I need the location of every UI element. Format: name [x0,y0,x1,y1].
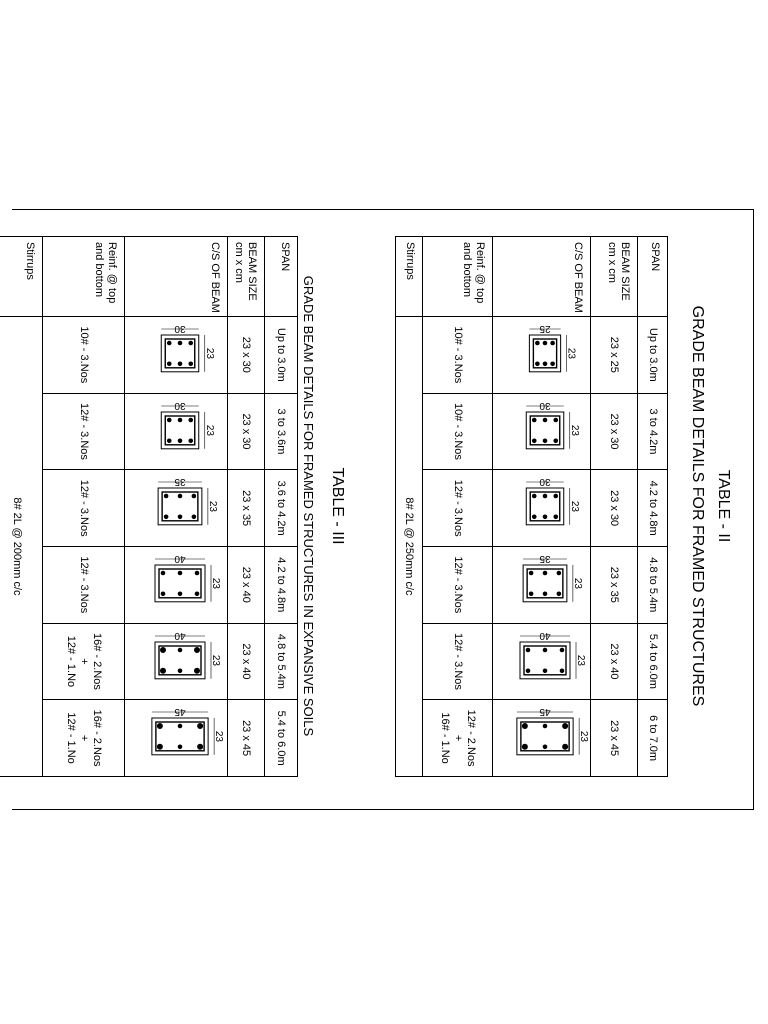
span-cell: 4.2 to 4.8m [265,546,298,623]
cross-section-cell [493,317,591,394]
reinforcement-cell [423,546,493,623]
beam-size-cell: 23 x 40 [228,623,265,700]
beam-size-cell: 23 x 30 [591,393,638,470]
reinforcement-row [43,237,125,777]
cross-section-header: C/S OF BEAM [125,237,228,317]
cross-section-cell [125,470,228,547]
rebar-bottom [526,647,531,652]
table-ii-sheet [396,236,736,776]
rebar-bottom [554,417,559,422]
beam-cross-section-drawing [494,700,590,776]
rebar-top [543,362,548,367]
table-iii-sheet [11,236,346,776]
cross-section-cell [125,700,228,777]
stirrups-cell: 8# 2L @ 200mm c/c [0,317,43,777]
dimension-label-depth: 23 [578,731,590,743]
table-iii-caption: TABLE - III [329,467,346,545]
cross-section-cell [125,623,228,700]
reinforcement-cell [423,317,493,394]
rebar-bottom [164,494,169,499]
reinforcement-line: 12# - 3.Nos [78,556,90,614]
rebar-bottom [178,724,183,729]
dimension-label-width: 40 [539,629,552,641]
reinforcement-plus: + [452,734,464,742]
rebar-top [543,591,548,596]
table-iii-title: GRADE BEAM DETAILS FOR FRAMED STRUCTURES IN EXPANSIVE SOILS [301,275,316,737]
rebar-top [188,438,193,443]
dimension-label-depth: 23 [210,654,221,666]
dimension-label-depth: 23 [206,501,218,513]
span-cell: Up to 3.0m [265,317,298,394]
rebar-top [178,745,183,750]
rebar-bottom [161,571,166,576]
rebar-top [543,515,548,520]
beam-outline [521,642,571,679]
table-ii-caption: TABLE - II [715,469,732,543]
span-cell: 3 to 4.2m [638,393,668,470]
rebar-bottom [160,647,166,653]
beam-outline [527,488,565,525]
reinforcement-cell [423,470,493,547]
beam-size-cell: 23 x 45 [228,700,265,777]
dimension-label-width: 30 [174,399,186,411]
reinforcement-cell [43,470,125,547]
rebar-top [526,668,531,673]
rebar-top [197,744,203,750]
reinforcement-header-line: Reinf. @ top [474,242,486,304]
rebar-bottom [188,341,193,346]
beam-size-header [591,237,638,317]
span-cell: 3 to 3.6m [265,393,298,470]
beam-outline [524,565,568,602]
rebar-top [532,515,537,520]
rebar-top [554,515,559,520]
rebar-top [543,438,548,443]
reinforcement-line: 16# - 2.Nos [91,709,103,767]
rebar-top [167,438,172,443]
span-cell: Up to 3.0m [638,317,668,394]
rebar-top [178,438,183,443]
rebar-top [557,591,562,596]
dimension-label-depth: 23 [203,424,215,436]
rebar-top [160,667,166,673]
rebar-bottom [551,341,556,346]
rebar-bottom [543,571,548,576]
rebar-top [188,362,193,367]
rebar-top [178,362,183,367]
rebar-bottom [543,494,548,499]
beam-cross-section-drawing [494,394,590,470]
beam-size-cell: 23 x 40 [591,623,638,700]
span-header: SPAN [265,237,298,317]
rebar-top [563,744,569,750]
dimension-label-width: 35 [539,552,552,564]
rebar-top [157,744,163,750]
rebar-top [560,668,565,673]
reinforcement-cell [43,546,125,623]
rebar-top [178,668,183,673]
reinforcement-line: 12# - 3.Nos [452,556,464,614]
reinforcement-cell [43,700,125,777]
reinforcement-header [43,237,125,317]
rebar-top [529,591,534,596]
beam-cross-section-drawing [126,624,226,700]
rebar-top [178,515,183,520]
beam-cross-section-drawing [126,547,226,623]
rebar-top [522,744,528,750]
dimension-label-width: 30 [174,323,186,334]
beam-size-header-line: BEAM SIZE [246,242,258,301]
beam-outline [161,335,199,372]
dimension-label-width: 40 [174,552,186,564]
rebar-top [194,667,200,673]
dimension-label-depth: 23 [569,424,581,436]
reinforcement-line: 16# - 2.Nos [91,633,103,690]
span-header: SPAN [638,237,668,317]
reinforcement-line: 12# - 1.No [65,635,77,688]
dimension-label-width: 45 [174,706,186,718]
rebar-bottom [167,341,172,346]
span-row [638,237,668,777]
reinforcement-cell [423,700,493,777]
reinforcement-cell [43,623,125,700]
beam-cross-section-drawing [494,547,590,623]
beam-size-cell: 23 x 35 [228,470,265,547]
reinforcement-line: 10# - 3.Nos [452,403,464,460]
dimension-label-width: 30 [539,476,552,488]
reinforcement-line: 12# - 3.Nos [78,403,90,460]
rebar-bottom [560,647,565,652]
reinforcement-line: 12# - 3.Nos [452,479,464,537]
rebar-bottom [554,494,559,499]
rebar-top [551,362,556,367]
dimension-label-depth: 23 [210,577,221,589]
rebar-bottom [167,417,172,422]
rebar-bottom [536,341,541,346]
cross-section-cell [493,546,591,623]
rebar-top [192,515,197,520]
beam-size-cell: 23 x 25 [591,317,638,394]
beam-outline [158,488,202,525]
beam-size-header [228,237,265,317]
reinforcement-cell [423,393,493,470]
beam-cross-section-drawing [126,470,226,546]
rebar-bottom [194,647,200,653]
beam-cross-section-drawing [494,470,590,546]
rebar-top [161,591,166,596]
cross-section-cell [125,393,228,470]
rebar-bottom [195,571,200,576]
reinforcement-line: 10# - 3.Nos [452,326,464,384]
beam-outline [161,412,199,449]
rebar-bottom [529,571,534,576]
dimension-label-width: 45 [539,706,552,718]
rebar-bottom [532,417,537,422]
span-cell: 4.2 to 4.8m [638,470,668,547]
rebar-bottom [178,417,183,422]
cross-section-cell [493,470,591,547]
reinforcement-plus: + [78,658,90,665]
rebar-top [195,591,200,596]
rebar-bottom [197,723,203,729]
reinforcement-line: 12# - 3.Nos [452,633,464,690]
beam-size-cell: 23 x 30 [228,317,265,394]
cross-section-cell [125,546,228,623]
rebar-bottom [178,494,183,499]
span-cell: 3.6 to 4.2m [265,470,298,547]
rebar-top [554,438,559,443]
reinforcement-header [423,237,493,317]
rebar-top [532,438,537,443]
stirrups-header: Stirrups [0,237,43,317]
span-cell: 4.8 to 5.4m [638,546,668,623]
rebar-bottom [543,341,548,346]
dimension-label-depth: 23 [572,577,584,589]
cross-section-cell [493,393,591,470]
table-ii [395,236,668,777]
cross-section-header: C/S OF BEAM [493,237,591,317]
rebar-bottom [543,417,548,422]
rebar-top [543,745,548,750]
cross-section-row [493,237,591,777]
rebar-bottom [157,723,163,729]
reinforcement-cell [43,393,125,470]
table-ii-title: GRADE BEAM DETAILS FOR FRAMED STRUCTURES [689,305,706,707]
span-cell: 4.8 to 5.4m [265,623,298,700]
beam-size-row [228,237,265,777]
span-cell: 5.4 to 6.0m [638,623,668,700]
reinforcement-line: 12# - 2.Nos [465,709,477,767]
reinforcement-header-line: and bottom [93,242,105,298]
rebar-bottom [178,571,183,576]
beam-size-cell: 23 x 45 [591,700,638,777]
beam-size-row [591,237,638,777]
span-row [265,237,298,777]
reinforcement-line: 12# - 3.Nos [78,479,90,537]
dimension-label-depth: 23 [575,654,587,666]
rebar-bottom [543,724,548,729]
cross-section-cell [493,623,591,700]
reinforcement-cell [43,317,125,394]
rebar-bottom [532,494,537,499]
rebar-bottom [192,494,197,499]
beam-outline [527,412,565,449]
rebar-bottom [188,417,193,422]
reinforcement-cell [423,623,493,700]
reinforcement-plus: + [78,734,90,742]
rebar-top [164,515,169,520]
dimension-label-depth: 23 [566,347,578,359]
reinforcement-line: 10# - 3.Nos [78,326,90,384]
dimension-label-width: 40 [174,629,186,641]
reinforcement-line: 12# - 1.No [65,712,77,764]
rebar-bottom [563,723,569,729]
stirrups-header: Stirrups [396,237,423,317]
reinforcement-row [423,237,493,777]
rebar-bottom [543,647,548,652]
rebar-bottom [178,647,183,652]
beam-size-header-unit: cm x cm [233,242,245,283]
cross-section-row [125,237,228,777]
stirrups-cell: 8# 2L @ 250mm c/c [396,317,423,777]
beam-size-cell: 23 x 30 [591,470,638,547]
cross-section-cell [493,700,591,777]
dimension-label-width: 35 [174,476,186,488]
stirrups-row [396,237,423,777]
rebar-bottom [178,341,183,346]
reinforcement-line: 16# - 1.No [439,712,451,764]
dimension-label-depth: 23 [213,731,225,743]
dimension-label-width: 30 [539,399,552,411]
rebar-top [167,362,172,367]
stirrups-row [0,237,43,777]
dimension-label-width: 25 [539,323,552,334]
beam-size-header-unit: cm x cm [606,242,618,283]
rebar-top [536,362,541,367]
dimension-label-depth: 23 [569,501,581,513]
dimension-label-depth: 23 [203,347,215,359]
reinforcement-header-line: and bottom [461,242,473,298]
beam-cross-section-drawing [494,624,590,700]
beam-cross-section-drawing [494,317,590,393]
reinforcement-header-line: Reinf. @ top [106,242,118,304]
span-cell: 6 to 7.0m [638,700,668,777]
beam-size-cell: 23 x 30 [228,393,265,470]
cross-section-cell [125,317,228,394]
beam-cross-section-drawing [126,317,226,393]
beam-size-cell: 23 x 35 [591,546,638,623]
rebar-bottom [557,571,562,576]
beam-size-cell: 23 x 40 [228,546,265,623]
rebar-top [543,668,548,673]
beam-size-header-line: BEAM SIZE [619,242,631,301]
beam-outline [155,565,205,602]
rebar-bottom [522,723,528,729]
rebar-top [178,591,183,596]
beam-cross-section-drawing [126,394,226,470]
table-iii [0,236,298,777]
beam-cross-section-drawing [126,700,226,776]
span-cell: 5.4 to 6.0m [265,700,298,777]
